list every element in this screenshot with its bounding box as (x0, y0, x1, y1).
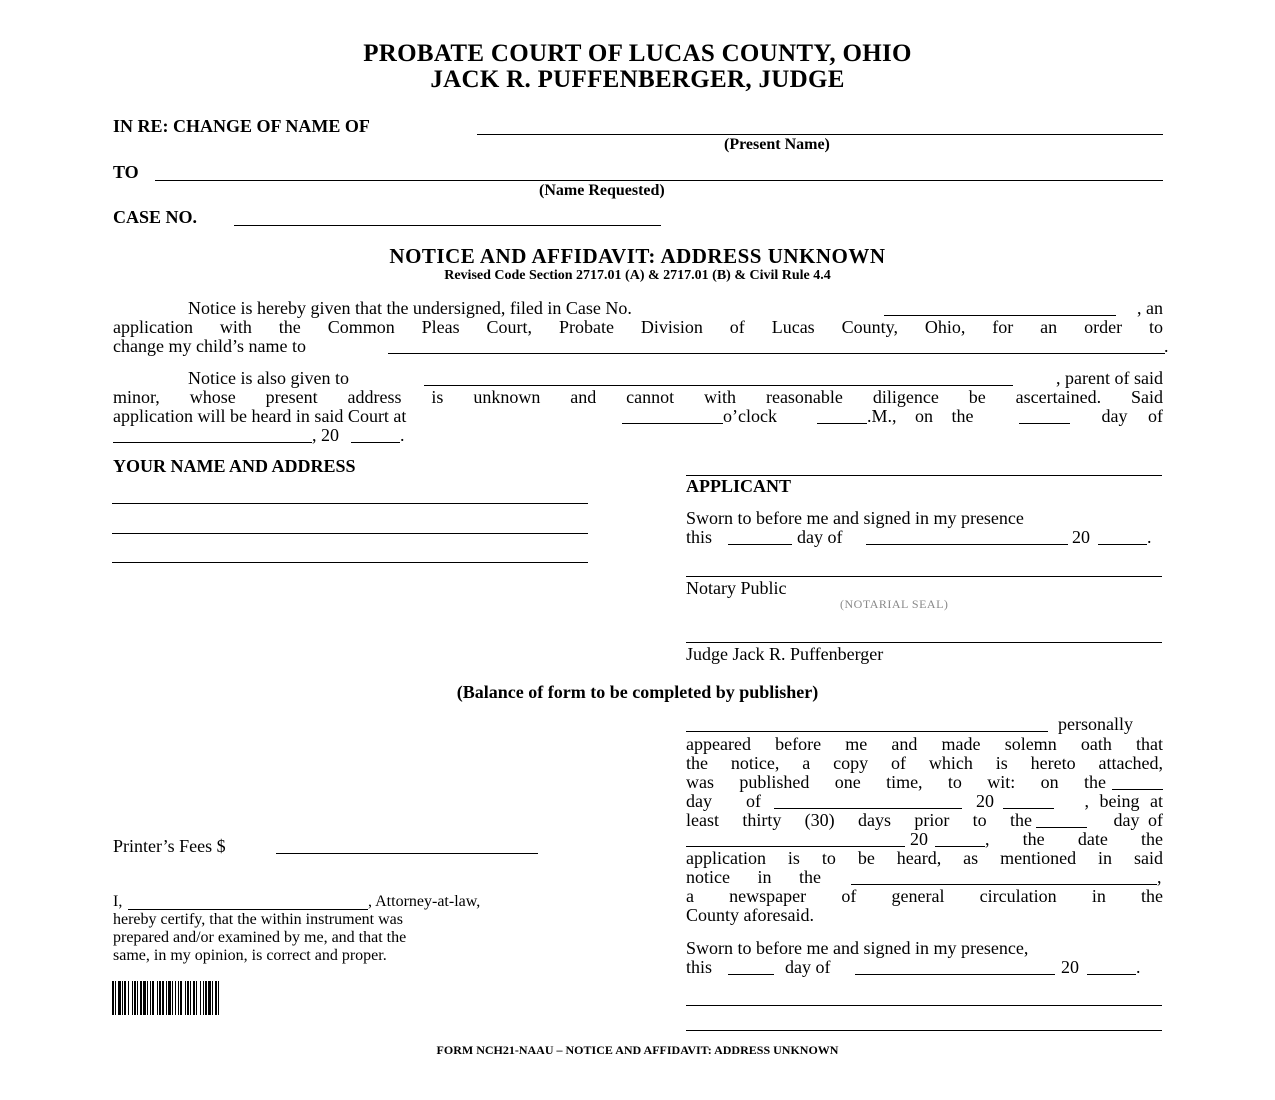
pub-l8: application is to be heard, as mentioned in said (686, 848, 1163, 868)
child-new-name-field[interactable] (388, 353, 1165, 354)
pub-sworn-1: Sworn to before me and signed in my presence, (686, 938, 1029, 958)
pub-l5c: , being at (1084, 791, 1163, 811)
hearing-hour-field[interactable] (622, 423, 723, 424)
pub-notary-line-2[interactable] (686, 1030, 1162, 1031)
name-requested-field[interactable] (155, 180, 1163, 181)
sworn-month-field[interactable] (866, 544, 1068, 545)
sworn-line-1: Sworn to before me and signed in my presence (686, 508, 1024, 528)
pub-sworn-20: 20 (1061, 957, 1079, 977)
pub-sworn-day-of: day of (785, 957, 831, 977)
pub-sworn-day-field[interactable] (728, 974, 774, 975)
present-name-field[interactable] (477, 134, 1163, 135)
pub-sworn-year-field[interactable] (1087, 974, 1136, 975)
pub-l9a: notice in the (686, 867, 821, 887)
case-no-field[interactable] (234, 225, 661, 226)
pub-l9b: , (1157, 867, 1162, 887)
newspaper-name-field[interactable] (851, 884, 1157, 885)
printers-fees-field[interactable] (276, 853, 538, 854)
form-id-footer: FORM NCH21-NAAU – NOTICE AND AFFIDAVIT: ADDRESS UNKNOWN (436, 1043, 839, 1057)
pub-l6b: day of (1113, 810, 1163, 830)
notarial-seal-label: (NOTARIAL SEAL) (840, 597, 949, 611)
court-title: PROBATE COURT OF LUCAS COUNTY, OHIO (363, 40, 912, 67)
sworn-day-field[interactable] (728, 544, 792, 545)
present-name-caption: (Present Name) (724, 136, 830, 153)
address-line-3[interactable] (112, 562, 588, 563)
attorney-1a: I, (113, 893, 123, 910)
hearing-month-field[interactable] (113, 442, 312, 443)
barcode-bar (219, 981, 221, 1015)
case-no-label: CASE NO. (113, 207, 198, 227)
p2-line2: minor, whose present address is unknown and cannot with reasonable diligence be ascertained. Said (113, 387, 1163, 407)
code-reference: Revised Code Section 2717.01 (A) & 2717.01 (B) & Civil Rule 4.4 (444, 268, 831, 283)
pub-l2: appeared before me and made solemn oath that (686, 734, 1163, 754)
barcode (112, 981, 356, 1015)
p1-line2: application with the Common Pleas Court, Probate Division of Lucas County, Ohio, for an order to (113, 317, 1163, 337)
judge-title: JACK R. PUFFENBERGER, JUDGE (430, 66, 845, 93)
pub-l6a: least thirty (30) days prior to the (686, 810, 1032, 830)
pub-l4: was published one time, to wit: on the (686, 772, 1106, 792)
printers-fees-label: Printer’s Fees $ (113, 836, 226, 856)
publisher-heading: (Balance of form to be completed by publisher) (456, 682, 819, 702)
sworn-20: 20 (1072, 527, 1090, 547)
p1-line3-end: . (1164, 336, 1169, 356)
pub-l5a: day of (686, 791, 761, 811)
applicant-label: APPLICANT (686, 476, 792, 496)
pub-sworn-period: . (1136, 957, 1141, 977)
pub-sworn-this: this (686, 957, 713, 977)
notary-signature-line[interactable] (686, 576, 1162, 577)
p2-line3-d: day of (1101, 406, 1163, 426)
pub-l7b: , the date the (985, 829, 1163, 849)
p1-line1-b: , an (1137, 298, 1163, 318)
pub-day-field[interactable] (1112, 789, 1163, 790)
attorney-2: hereby certify, that the within instrument was (113, 911, 403, 928)
pub-month-field[interactable] (774, 808, 962, 809)
judge-signature-line[interactable] (686, 642, 1162, 643)
pub-notary-line-1[interactable] (686, 1005, 1162, 1006)
p2-line1-b: , parent of said (1056, 368, 1163, 388)
p2-line3-b: o’clock (723, 406, 777, 426)
sworn-day-of: day of (797, 527, 843, 547)
pub-l5b: 20 (976, 791, 994, 811)
attorney-4: same, in my opinion, is correct and proper. (113, 947, 387, 964)
p2-line3-c: .M., on the (867, 406, 974, 426)
hearing-year-field[interactable] (351, 442, 400, 443)
name-requested-caption: (Name Requested) (539, 182, 665, 199)
address-line-2[interactable] (112, 533, 588, 534)
pub-l7a: 20 (910, 829, 928, 849)
attorney-name-field[interactable] (128, 909, 368, 910)
sworn-period: . (1147, 527, 1152, 547)
hearing-day-field[interactable] (1019, 423, 1070, 424)
publisher-name-field[interactable] (686, 731, 1048, 732)
p2-line3-a: application will be heard in said Court at (113, 406, 407, 426)
hearing-ampm-field[interactable] (817, 423, 867, 424)
p2-line1-a: Notice is also given to (188, 368, 349, 388)
your-name-address-label: YOUR NAME AND ADDRESS (113, 456, 356, 476)
p1-line1-a: Notice is hereby given that the undersigned, filed in Case No. (188, 298, 632, 318)
pub-sworn-month-field[interactable] (855, 974, 1055, 975)
p2-line4: , 20 (312, 425, 339, 445)
pub-prior-month-field[interactable] (686, 846, 905, 847)
pub-l1: personally (1058, 714, 1133, 734)
pub-l3: the notice, a copy of which is hereto attached, (686, 753, 1163, 773)
notice-title: NOTICE AND AFFIDAVIT: ADDRESS UNKNOWN (389, 244, 886, 268)
sworn-this: this (686, 527, 713, 547)
notary-label: Notary Public (686, 578, 787, 598)
attorney-1b: , Attorney-at-law, (368, 893, 481, 910)
parent-name-field[interactable] (424, 385, 1013, 386)
p1-line3: change my child’s name to (113, 336, 306, 356)
pub-l11: County aforesaid. (686, 905, 814, 925)
address-line-1[interactable] (112, 503, 588, 504)
pub-prior-day-field[interactable] (1036, 827, 1087, 828)
case-no-inline-field[interactable] (884, 315, 1116, 316)
pub-prior-year-field[interactable] (935, 846, 985, 847)
pub-year-field[interactable] (1003, 808, 1054, 809)
judge-signature-label: Judge Jack R. Puffenberger (686, 644, 884, 664)
p2-line4-end: . (400, 425, 405, 445)
to-label: TO (113, 162, 139, 182)
sworn-year-field[interactable] (1098, 544, 1147, 545)
attorney-3: prepared and/or examined by me, and that the (113, 929, 407, 946)
pub-l10: a newspaper of general circulation in the (686, 886, 1163, 906)
in-re-label: IN RE: CHANGE OF NAME OF (113, 116, 370, 136)
